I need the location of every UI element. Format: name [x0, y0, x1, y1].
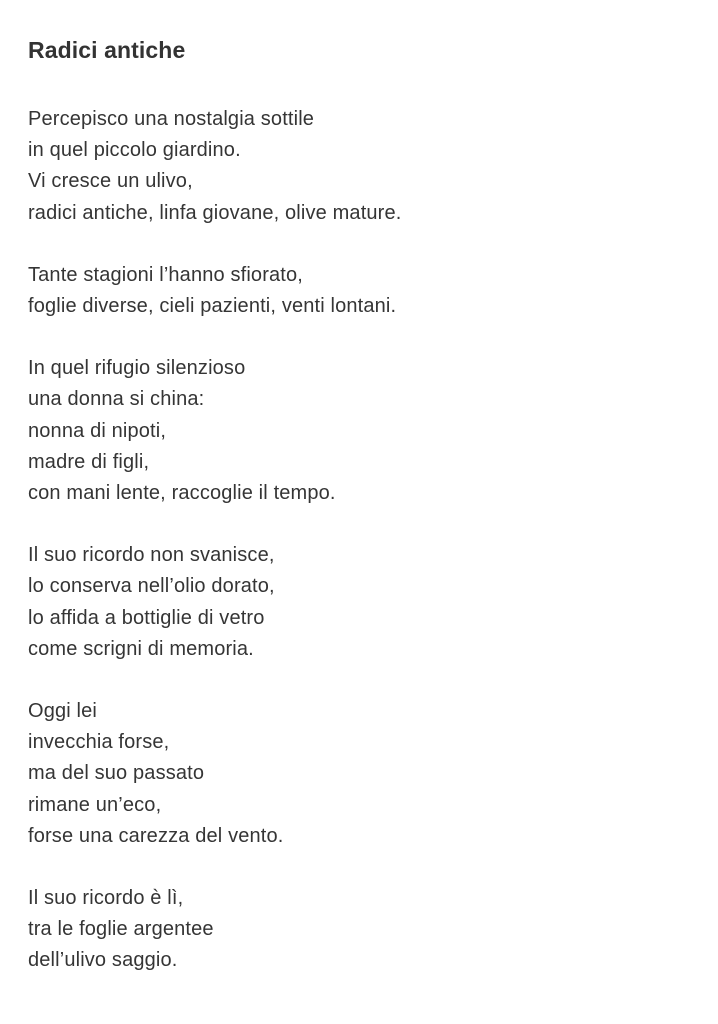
- poem-line: invecchia forse,: [28, 731, 170, 754]
- poem-line: lo conserva nell’olio dorato,: [28, 575, 275, 598]
- stanza-5: [28, 696, 698, 852]
- stanza-3: [28, 353, 698, 509]
- poem-line: foglie diverse, cieli pazienti, venti lontani.: [28, 295, 397, 318]
- poem-line: lo affida a bottiglie di vetro: [28, 606, 265, 629]
- poem-line: in quel piccolo giardino.: [28, 139, 241, 162]
- stanza-4: [28, 540, 698, 665]
- poem-line: forse una carezza del vento.: [28, 824, 284, 847]
- poem-line: nonna di nipoti,: [28, 419, 167, 442]
- poem-line: Il suo ricordo non svanisce,: [28, 544, 275, 567]
- poem-line: Tante stagioni l’hanno sfiorato,: [28, 263, 303, 286]
- poem-page: [28, 33, 698, 1008]
- poem-line: madre di figli,: [28, 450, 150, 473]
- poem-line: come scrigni di memoria.: [28, 637, 254, 660]
- poem-line: tra le foglie argentee: [28, 918, 214, 941]
- poem-line: una donna si china:: [28, 388, 205, 411]
- poem-line: Oggi lei: [28, 700, 98, 723]
- poem-line: dell’ulivo saggio.: [28, 949, 178, 972]
- poem-line: Vi cresce un ulivo,: [28, 170, 193, 193]
- poem-line: Il suo ricordo è lì,: [28, 887, 184, 910]
- poem-line: Percepisco una nostalgia sottile: [28, 108, 315, 130]
- poem-title: Radici antiche: [28, 37, 186, 63]
- stanza-2: [28, 260, 698, 322]
- poem-line: ma del suo passato: [28, 762, 205, 785]
- poem-line: In quel rifugio silenzioso: [28, 357, 246, 380]
- poem-line: rimane un’eco,: [28, 793, 162, 816]
- stanza-6: [28, 883, 698, 977]
- poem-line: radici antiche, linfa giovane, olive mature.: [28, 201, 402, 224]
- poem-line: con mani lente, raccoglie il tempo.: [28, 482, 336, 505]
- stanza-1: [28, 104, 698, 229]
